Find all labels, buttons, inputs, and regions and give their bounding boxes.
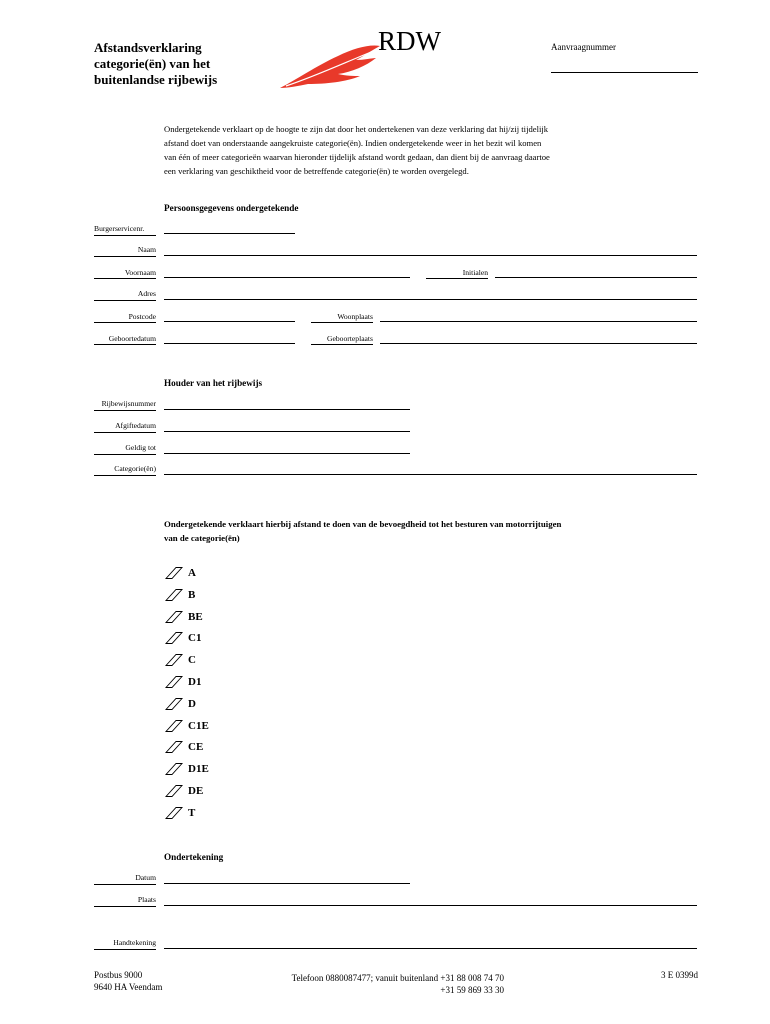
category-label: D1E: [188, 763, 209, 776]
adres-label: Adres: [137, 289, 156, 298]
datum-label: Datum: [135, 873, 156, 882]
intro-line: Ondergetekende verklaart op de hoogte te zijn dat door het ondertekenen van deze verklaring dat hij/zij tijdelijk: [164, 124, 549, 134]
category-option[interactable]: [164, 609, 203, 625]
form-title-line: Afstandsverklaring: [94, 40, 202, 55]
category-checkbox[interactable]: [164, 566, 184, 580]
label-underline: [94, 949, 156, 950]
category-checkbox[interactable]: [164, 653, 184, 667]
initialen-field[interactable]: [495, 277, 697, 278]
footer-address-line: Postbus 9000: [94, 970, 143, 980]
form-title-line: categorie(ën) van het: [94, 56, 211, 71]
category-checkbox[interactable]: [164, 588, 184, 602]
footer-phone: [256, 972, 504, 996]
categorieen-label: Categorie(ën): [114, 464, 156, 473]
label-underline: [94, 344, 156, 345]
intro-text: [164, 122, 644, 178]
rijbewijsnummer-field[interactable]: [164, 409, 410, 410]
verklaring-line: Ondergetekende verklaart hierbij afstand te doen van de bevoegdheid tot het besturen van motorrijtuigen: [164, 519, 562, 529]
category-label: DE: [188, 785, 204, 797]
footer-phone-line: Telefoon 0880087477; vanuit buitenland +31 88 008 74 70: [291, 973, 504, 983]
form-title-line: buitenlandse rijbewijs: [94, 72, 218, 87]
datum-field[interactable]: [164, 883, 410, 884]
category-option[interactable]: [164, 630, 201, 646]
naam-field[interactable]: [164, 255, 697, 256]
geboorteplaats-field[interactable]: [380, 343, 697, 344]
category-checkbox[interactable]: [164, 631, 184, 645]
plaats-label: Plaats: [137, 895, 156, 904]
initialen-label: Initialen: [462, 268, 488, 277]
label-underline: [94, 256, 156, 257]
verklaring-line: van de categorie(ën): [164, 533, 240, 543]
rdw-feather-icon: [276, 36, 386, 92]
category-option[interactable]: [164, 587, 195, 603]
intro-line: van één of meer categorieën waarvan hieronder tijdelijk afstand wordt gedaan, dan dient bij de aanvraag daartoe: [164, 152, 550, 162]
footer-address: [94, 969, 162, 993]
geboorteplaats-label: Geboorteplaats: [327, 334, 373, 343]
category-checkbox[interactable]: [164, 610, 184, 624]
category-checkbox[interactable]: [164, 697, 184, 711]
geboortedatum-label: Geboortedatum: [108, 334, 156, 343]
category-option[interactable]: [164, 805, 195, 821]
category-checkbox[interactable]: [164, 806, 184, 820]
category-checkbox[interactable]: [164, 675, 184, 689]
verklaring-text: [164, 517, 664, 545]
label-underline: [311, 322, 373, 323]
category-label: A: [188, 567, 196, 579]
category-label: C: [188, 654, 196, 667]
category-option[interactable]: [164, 652, 196, 668]
woonplaats-label: Woonplaats: [337, 312, 373, 321]
geldig-tot-label: Geldig tot: [125, 443, 156, 452]
category-option[interactable]: [164, 674, 201, 690]
afgiftedatum-label: Afgiftedatum: [115, 421, 156, 430]
handtekening-field[interactable]: [164, 948, 697, 949]
category-option[interactable]: [164, 718, 209, 734]
naam-label: Naam: [137, 245, 156, 254]
rijbewijsnummer-label: Rijbewijsnummer: [101, 399, 156, 408]
woonplaats-field[interactable]: [380, 321, 697, 322]
intro-line: een verklaring van geschiktheid voor de betreffende categorie(ën) te worden overgelegd.: [164, 166, 469, 176]
label-underline: [94, 278, 156, 279]
label-underline: [94, 906, 156, 907]
afgiftedatum-field[interactable]: [164, 431, 410, 432]
burgerservicenr-label: Burgerservicenr.: [94, 224, 145, 233]
burgerservicenr-field[interactable]: [164, 233, 295, 234]
category-label: T: [188, 806, 196, 819]
category-label: C1: [188, 632, 202, 645]
category-option[interactable]: [164, 783, 203, 799]
category-label: C1E: [188, 719, 209, 732]
label-underline: [311, 344, 373, 345]
category-label: D1: [188, 676, 202, 688]
form-title: [94, 40, 294, 88]
plaats-field[interactable]: [164, 905, 697, 906]
footer-phone-line: +31 59 869 33 30: [440, 985, 504, 995]
aanvraagnummer-label: Aanvraagnummer: [551, 42, 616, 52]
label-underline: [94, 300, 156, 301]
label-underline: [426, 278, 488, 279]
category-checkbox[interactable]: [164, 784, 184, 798]
ondertekening-heading: Ondertekening: [164, 852, 224, 862]
rdw-logo-text: RDW: [378, 26, 441, 56]
label-underline: [94, 322, 156, 323]
category-option[interactable]: [164, 696, 196, 712]
voornaam-field[interactable]: [164, 277, 410, 278]
category-option[interactable]: [164, 739, 203, 755]
label-underline: [94, 475, 156, 476]
geboortedatum-field[interactable]: [164, 343, 295, 344]
category-label: BE: [188, 610, 203, 623]
category-label: B: [188, 588, 196, 601]
categorieen-field[interactable]: [164, 474, 697, 475]
category-option[interactable]: [164, 761, 209, 777]
label-underline: [94, 235, 156, 236]
handtekening-label: Handtekening: [113, 938, 156, 947]
category-checkbox[interactable]: [164, 719, 184, 733]
category-label: D: [188, 697, 196, 710]
label-underline: [94, 410, 156, 411]
label-underline: [94, 432, 156, 433]
intro-line: afstand doet van onderstaande aangekruiste categorie(ën). Indien ondergetekende weer in het bezit wil komen: [164, 138, 542, 148]
aanvraagnummer-field[interactable]: [551, 72, 698, 73]
geldig-tot-field[interactable]: [164, 453, 410, 454]
postcode-label: Postcode: [128, 312, 156, 321]
houder-heading: Houder van het rijbewijs: [164, 378, 263, 388]
label-underline: [94, 884, 156, 885]
form-code: 3 E 0399d: [661, 970, 698, 980]
persoonsgegevens-heading: Persoonsgegevens ondergetekende: [164, 203, 299, 213]
footer-address-line: 9640 HA Veendam: [94, 982, 163, 992]
category-checkbox[interactable]: [164, 740, 184, 754]
adres-field[interactable]: [164, 299, 697, 300]
category-option[interactable]: [164, 565, 196, 581]
voornaam-label: Voornaam: [124, 268, 156, 277]
category-label: CE: [188, 741, 204, 754]
category-checkbox[interactable]: [164, 762, 184, 776]
label-underline: [94, 454, 156, 455]
postcode-field[interactable]: [164, 321, 295, 322]
